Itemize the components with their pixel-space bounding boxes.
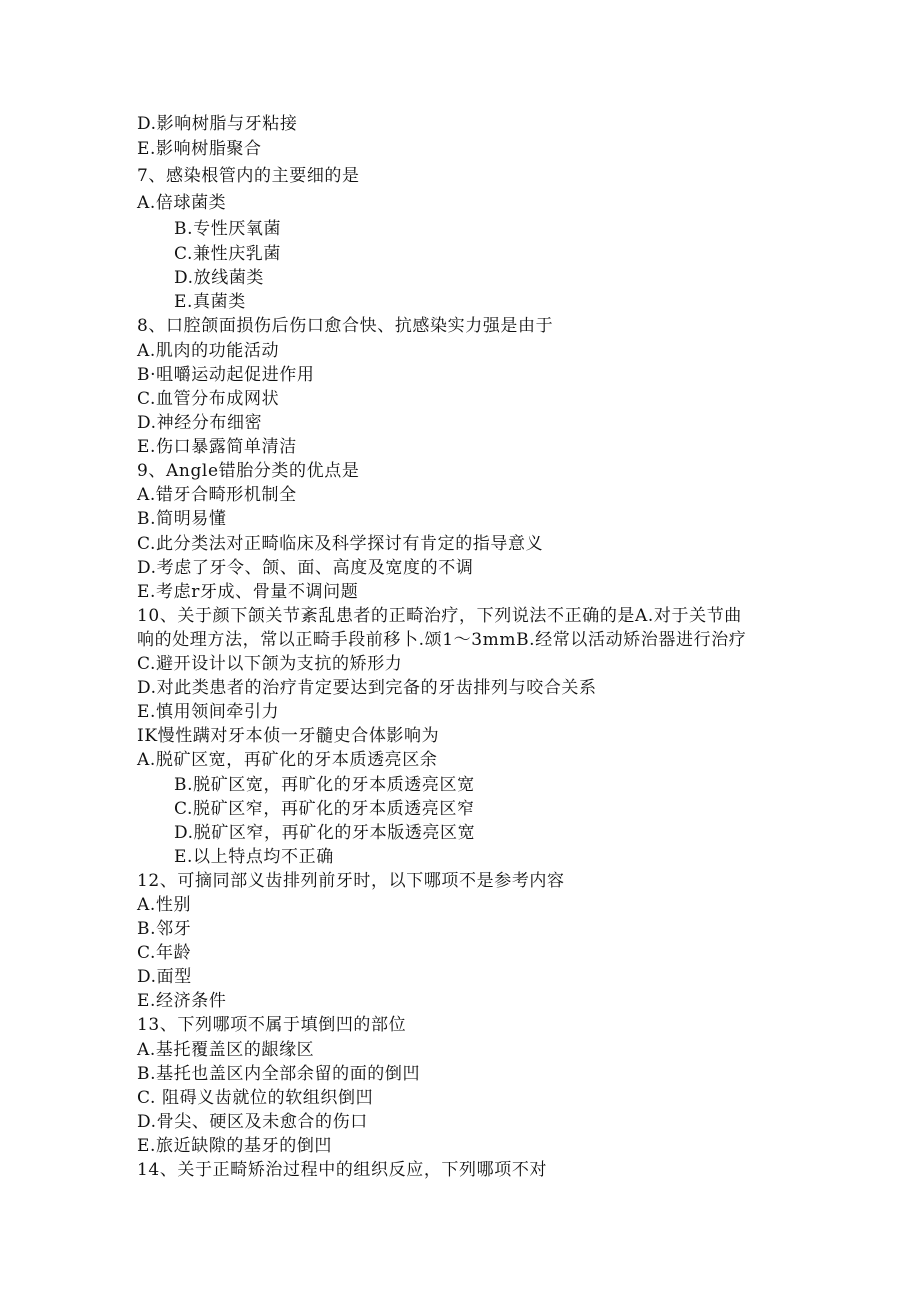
text-line: C. 阻碍义齿就位的软组织倒凹 bbox=[137, 1088, 374, 1108]
text-line: IK慢性蹒对牙本侦一牙髓史合体影响为 bbox=[137, 726, 440, 746]
text-line: C.此分类法对正畸临床及科学探讨有肯定的指导意义 bbox=[137, 534, 544, 554]
text-line: 8、口腔颌面损伤后伤口愈合快、抗感染实力强是由于 bbox=[137, 316, 554, 336]
text-line: D.考虑了牙令、颌、面、高度及宽度的不调 bbox=[137, 558, 474, 578]
text-line: C.兼性庆乳菌 bbox=[174, 244, 282, 264]
text-line: 14、关于正畸矫治过程中的组织反应，下列哪项不对 bbox=[137, 1160, 548, 1180]
text-line: E.以上特点均不正确 bbox=[174, 847, 334, 867]
text-line: E.真菌类 bbox=[174, 292, 246, 312]
text-line: A.基托覆盖区的龈缘区 bbox=[137, 1040, 315, 1060]
text-line: 12、可摘同部义齿排列前牙时，以下哪项不是参考内容 bbox=[137, 871, 565, 891]
text-line: C.年龄 bbox=[137, 943, 192, 963]
text-line: D.脱矿区窄，再矿化的牙本版透亮区宽 bbox=[174, 823, 476, 843]
text-line: B.基托也盖区内全部余留的面的倒凹 bbox=[137, 1064, 421, 1084]
text-line: B.简明易懂 bbox=[137, 509, 227, 529]
text-line: 7、感染根管内的主要细的是 bbox=[137, 166, 360, 186]
text-line: D.影响树脂与牙粘接 bbox=[137, 114, 298, 134]
text-line: B.专性厌氧菌 bbox=[174, 219, 282, 239]
text-line: 响的处理方法，常以正畸手段前移卜.颂1～3mmB.经常以活动矫治器进行治疗 bbox=[137, 630, 747, 650]
text-line: D.放线菌类 bbox=[174, 268, 265, 288]
text-line: E.经济条件 bbox=[137, 991, 227, 1011]
text-line: A.脱矿区宽，再矿化的牙本质透亮区余 bbox=[137, 750, 438, 770]
text-line: E.考虑r牙成、骨量不调问题 bbox=[137, 582, 359, 602]
text-line: C.血管分布成网状 bbox=[137, 389, 280, 409]
text-line: D.骨尖、硬区及未愈合的伤口 bbox=[137, 1112, 368, 1132]
text-line: C.脱矿区窄，再矿化的牙本质透亮区窄 bbox=[174, 799, 475, 819]
text-line: E.影响树脂聚合 bbox=[137, 139, 262, 159]
text-line: B.脱矿区宽，再旷化的牙本质透亮区宽 bbox=[174, 775, 475, 795]
text-line: B.邻牙 bbox=[137, 919, 192, 939]
text-line: E.伤口暴露简单清洁 bbox=[137, 437, 297, 457]
text-line: E.慎用领间牵引力 bbox=[137, 702, 280, 722]
text-line: A.肌肉的功能活动 bbox=[137, 341, 280, 361]
text-line: A.倍球菌类 bbox=[137, 193, 227, 213]
text-line: B·咀嚼运动起促进作用 bbox=[137, 365, 315, 385]
text-line: E.旅近缺隙的基牙的倒凹 bbox=[137, 1136, 333, 1156]
text-line: 13、下列哪项不属于填倒凹的部位 bbox=[137, 1015, 407, 1035]
text-line: C.避开设计以下颌为支抗的矫形力 bbox=[137, 654, 403, 674]
text-line: 9、Angle错胎分类的优点是 bbox=[137, 461, 360, 481]
text-line: D.面型 bbox=[137, 967, 192, 987]
text-line: 10、关于颜下颌关节紊乱患者的正畸治疗，下列说法不正确的是A.对于关节曲 bbox=[137, 606, 742, 626]
text-line: D.对此类患者的治疗肯定要达到完备的牙齿排列与咬合关系 bbox=[137, 678, 597, 698]
text-line: D.神经分布细密 bbox=[137, 413, 263, 433]
text-line: A.错牙合畸形机制全 bbox=[137, 485, 297, 505]
text-line: A.性别 bbox=[137, 895, 192, 915]
